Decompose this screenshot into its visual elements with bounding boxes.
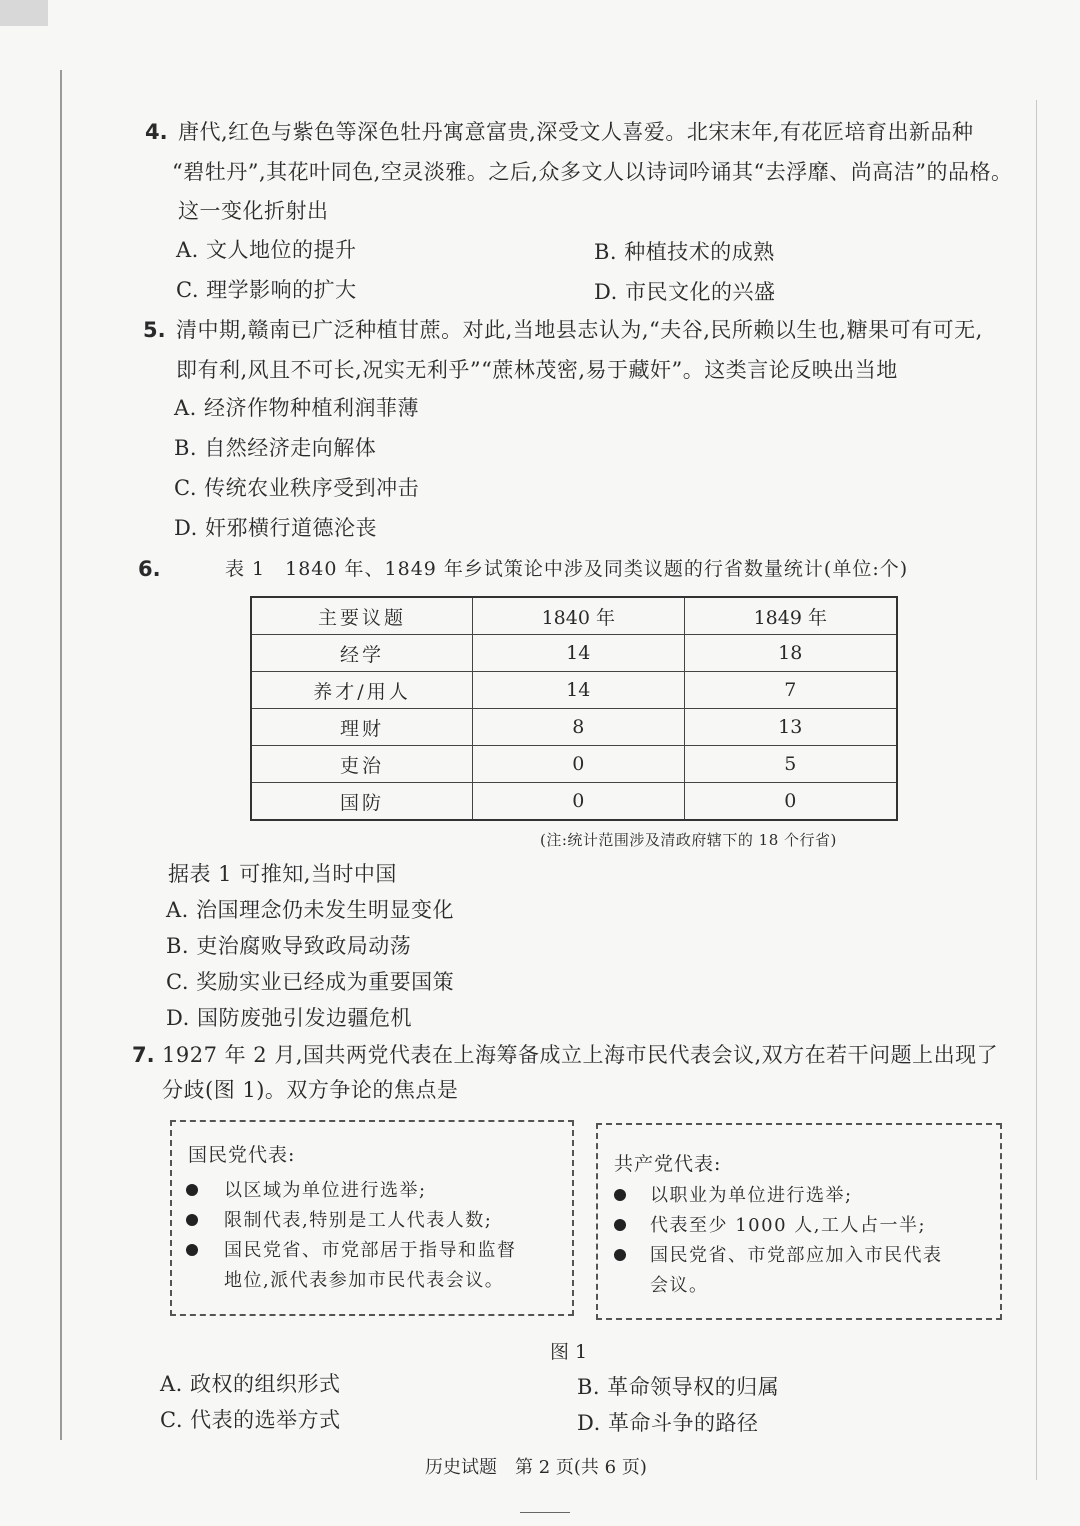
table-row [251,635,897,672]
kmt-item-3-continued: 地位,派代表参加市民代表会议。 [224,1270,505,1291]
question-4-stem-line-1: 唐代,红色与紫色等深色牡丹寓意富贵,深受文人喜爱。北宋末年,有花匠培育出新品种 [178,120,974,144]
bullet-icon [614,1189,626,1201]
question-6-option-c[interactable]: C. 奖励实业已经成为重要国策 [166,970,455,994]
question-7-option-c[interactable]: C. 代表的选举方式 [160,1408,341,1432]
question-5-stem-line-2: 即有利,风且不可长,况实无利乎”“蔗林茂密,易于藏奸”。这类言论反映出当地 [176,358,898,382]
question-7-stem-line-2: 分歧(图 1)。双方争论的焦点是 [162,1078,459,1102]
footer-rule [520,1512,570,1513]
table-header-cell: 1840 年 [473,597,685,635]
question-5-number: 5. [143,318,166,342]
table-cell: 14 [473,635,685,672]
right-margin-rule [1036,100,1037,1480]
kmt-item-3: 国民党省、市党部居于指导和监督 [224,1240,517,1261]
ccp-item-3-continued: 会议。 [650,1275,709,1296]
table-cell: 理财 [251,709,473,746]
question-6-option-a[interactable]: A. 治国理念仍未发生明显变化 [166,898,455,922]
table-cell: 0 [473,746,685,783]
table-row [251,746,897,783]
table-row [251,709,897,746]
left-margin-rule [60,70,62,1440]
question-5-stem-line-1: 清中期,赣南已广泛种植甘蔗。对此,当地县志认为,“夫谷,民所赖以生也,糖果可有可无, [176,318,983,342]
question-4-option-b[interactable]: B. 种植技术的成熟 [594,240,775,264]
question-7-option-b[interactable]: B. 革命领导权的归属 [577,1375,780,1399]
question-4-option-a[interactable]: A. 文人地位的提升 [176,238,357,262]
scan-corner-mark [0,0,48,26]
ccp-representative-box [596,1123,1002,1320]
question-4-stem-line-2: “碧牡丹”,其花叶同色,空灵淡雅。之后,众多文人以诗词吟诵其“去浮靡、尚高洁”的品格。 [172,160,1013,184]
table-cell: 8 [473,709,685,746]
question-5-option-c[interactable]: C. 传统农业秩序受到冲击 [174,476,420,500]
question-7-option-a[interactable]: A. 政权的组织形式 [160,1372,341,1396]
question-5-option-b[interactable]: B. 自然经济走向解体 [174,436,377,460]
question-5-option-d[interactable]: D. 奸邪横行道德沦丧 [174,516,377,540]
ccp-box-title: 共产党代表: [614,1153,722,1175]
table-cell: 国防 [251,783,473,821]
question-4-number: 4. [145,120,168,144]
table-1-note: (注:统计范围涉及清政府辖下的 18 个行省) [540,831,837,849]
kmt-box-title: 国民党代表: [188,1144,296,1166]
question-7-number: 7. [132,1043,155,1067]
table-1-caption: 表 1 1840 年、1849 年乡试策论中涉及同类议题的行省数量统计(单位:个) [225,558,909,580]
bullet-icon [186,1244,198,1256]
table-cell: 13 [684,709,897,746]
question-7-stem-line-1: 1927 年 2 月,国共两党代表在上海筹备成立上海市民代表会议,双方在若干问题上出现了 [162,1043,999,1067]
kmt-item-2: 限制代表,特别是工人代表人数; [224,1210,493,1231]
table-cell: 7 [684,672,897,709]
ccp-item-2: 代表至少 1000 人,工人占一半; [650,1215,927,1236]
ccp-item-1: 以职业为单位进行选举; [650,1185,853,1206]
question-5-option-a[interactable]: A. 经济作物种植利润菲薄 [174,396,420,420]
question-7-option-d[interactable]: D. 革命斗争的路径 [577,1411,759,1435]
table-cell: 养才/用人 [251,672,473,709]
bullet-icon [186,1184,198,1196]
bullet-icon [614,1219,626,1231]
table-row [251,783,897,821]
figure-1-caption: 图 1 [550,1341,588,1363]
question-4-option-c[interactable]: C. 理学影响的扩大 [176,278,357,302]
table-header-cell: 1849 年 [684,597,897,635]
question-6-option-d[interactable]: D. 国防废弛引发边疆危机 [166,1006,412,1030]
table-cell: 0 [473,783,685,821]
page-footer: 历史试题 第 2 页(共 6 页) [425,1457,647,1478]
question-4-option-d[interactable]: D. 市民文化的兴盛 [594,280,776,304]
question-6-option-b[interactable]: B. 吏治腐败导致政局动荡 [166,934,412,958]
table-cell: 18 [684,635,897,672]
table-cell: 5 [684,746,897,783]
ccp-item-3: 国民党省、市党部应加入市民代表 [650,1245,943,1266]
question-6-number: 6. [138,557,161,581]
table-1 [250,596,898,821]
question-6-stem: 据表 1 可推知,当时中国 [168,862,397,886]
kmt-item-1: 以区域为单位进行选举; [224,1180,427,1201]
kmt-representative-box [170,1120,574,1316]
question-4-stem-line-3: 这一变化折射出 [178,199,329,223]
table-row [251,672,897,709]
bullet-icon [186,1214,198,1226]
table-cell: 14 [473,672,685,709]
table-header-cell: 主要议题 [251,597,473,635]
table-cell: 吏治 [251,746,473,783]
table-cell: 经学 [251,635,473,672]
table-header-row [251,597,897,635]
table-cell: 0 [684,783,897,821]
bullet-icon [614,1249,626,1261]
